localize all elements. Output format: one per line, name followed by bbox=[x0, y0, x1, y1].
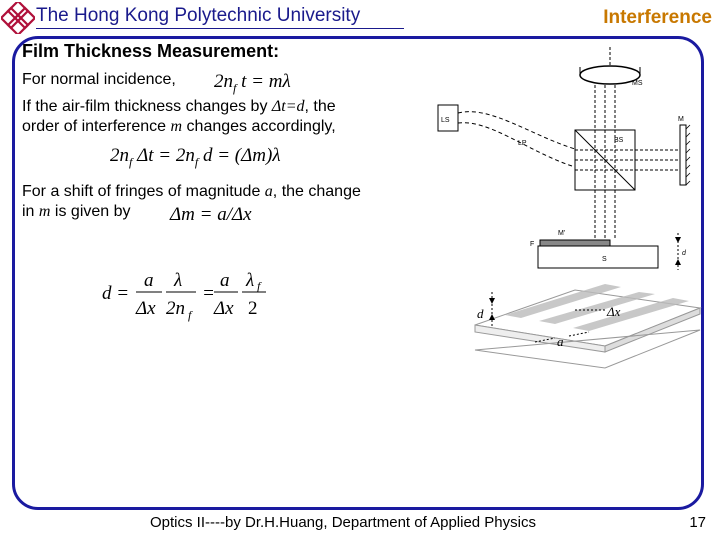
microscope-lens-icon bbox=[580, 66, 640, 84]
svg-text:d =: d = bbox=[102, 283, 130, 304]
text-order-change: order of interference m changes accordingly, bbox=[22, 118, 336, 135]
label-m: M bbox=[678, 116, 684, 123]
svg-text:λ: λ bbox=[174, 270, 183, 291]
svg-text:=: = bbox=[202, 283, 215, 304]
label-d: d bbox=[477, 306, 484, 321]
text-fringe-shift: For a shift of fringes of magnitude a, the change bbox=[22, 183, 361, 200]
footer-credit: Optics II----by Dr.H.Huang, Department of Applied Physics bbox=[150, 514, 536, 531]
page-number: 17 bbox=[689, 514, 706, 531]
label-s: S bbox=[602, 256, 607, 263]
svg-text:f: f bbox=[257, 279, 261, 293]
slide-topic: Interference bbox=[603, 7, 712, 28]
equation-condition: $2n_f$ t = mλ bbox=[214, 71, 291, 95]
university-logo-icon bbox=[1, 2, 35, 34]
label-d-small: d bbox=[682, 250, 686, 257]
svg-text:a: a bbox=[220, 270, 230, 291]
equation-delta-m: Δm = a/Δx bbox=[170, 204, 252, 225]
svg-text:2n: 2n bbox=[166, 298, 185, 319]
label-ms: MS bbox=[632, 80, 643, 87]
text-change-in-m: in m is given by bbox=[22, 203, 131, 220]
svg-text:2: 2 bbox=[248, 298, 258, 319]
label-dx: Δx bbox=[607, 304, 621, 319]
text-thickness-change: If the air-film thickness changes by Δt=d, the bbox=[22, 98, 336, 115]
apparatus-diagram bbox=[430, 45, 715, 280]
text-normal-incidence: For normal incidence, bbox=[22, 71, 176, 88]
label-f: F bbox=[530, 241, 535, 248]
label-m-prime: M' bbox=[558, 230, 566, 237]
university-name: The Hong Kong Polytechnic University bbox=[36, 5, 361, 26]
equation-order-change: $2n_f$ $\Delta t = 2n_f$ d = (Δm)λ bbox=[110, 145, 281, 169]
label-bs: BS bbox=[614, 137, 624, 144]
wedge-fringe-diagram bbox=[465, 280, 705, 370]
svg-text:f: f bbox=[188, 308, 192, 322]
slide-heading: Film Thickness Measurement: bbox=[22, 41, 280, 61]
substrate-icon bbox=[538, 246, 658, 268]
label-lp: LP bbox=[518, 140, 527, 147]
mirror-icon bbox=[680, 125, 686, 185]
svg-text:λ: λ bbox=[246, 270, 255, 291]
svg-text:Δx: Δx bbox=[136, 298, 156, 319]
equation-thickness bbox=[102, 266, 272, 326]
label-ls: LS bbox=[441, 117, 450, 124]
header-underline bbox=[36, 28, 404, 29]
label-a: a bbox=[557, 334, 564, 349]
svg-text:Δx: Δx bbox=[214, 298, 234, 319]
svg-text:a: a bbox=[144, 270, 154, 291]
